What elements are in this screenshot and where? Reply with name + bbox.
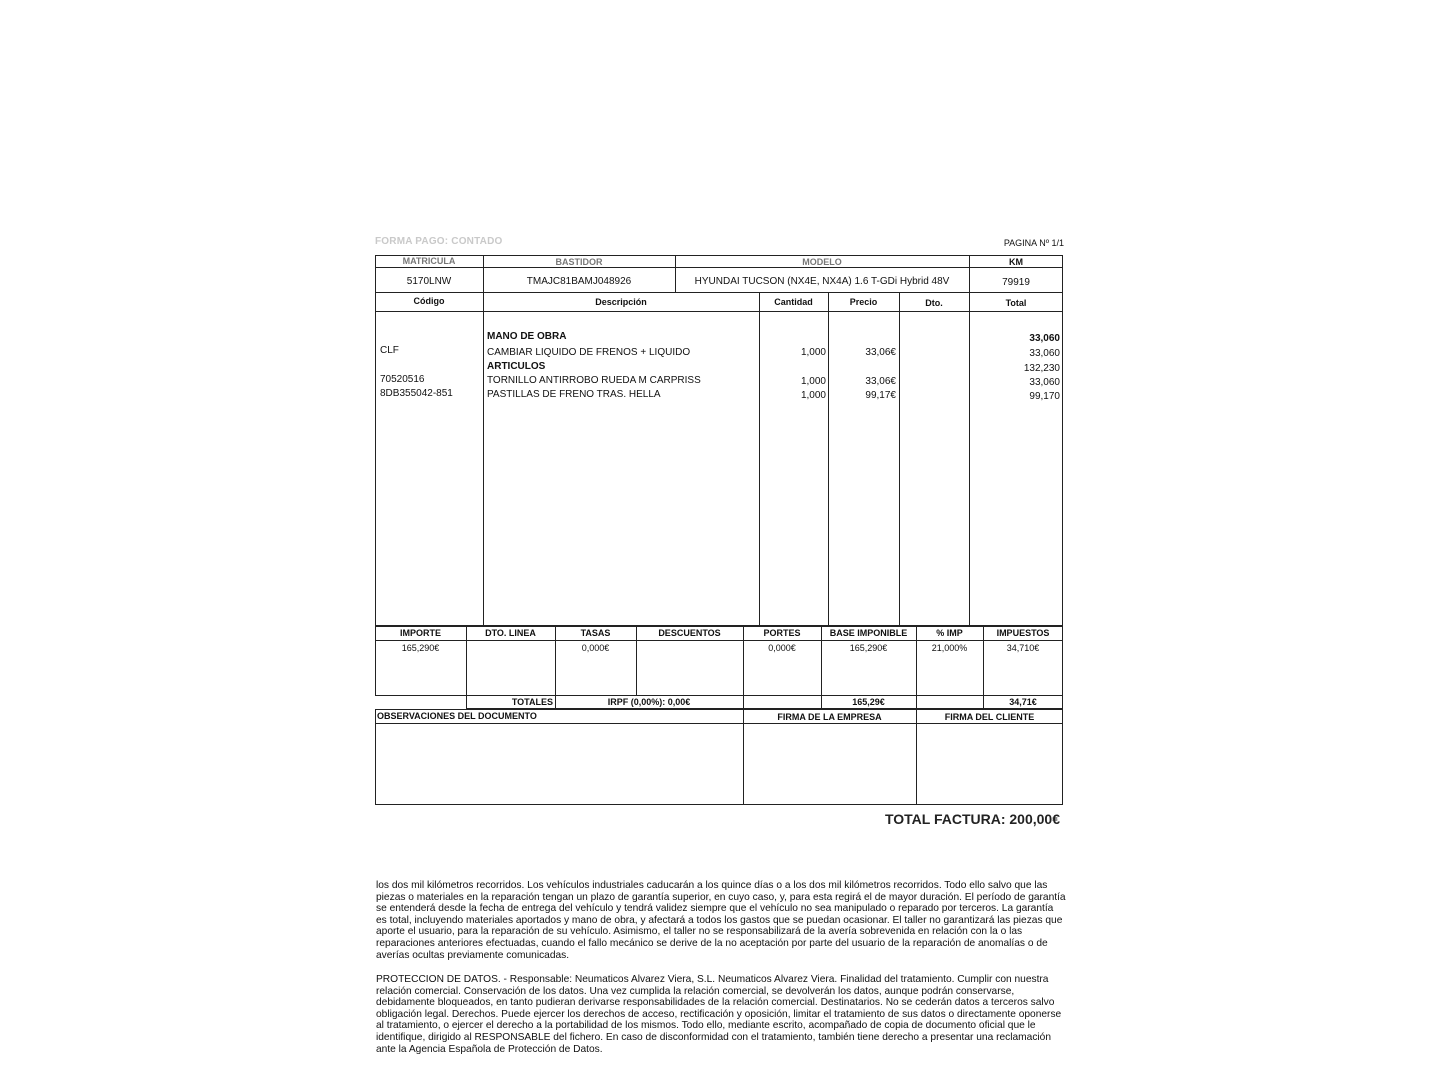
matricula-value: 5170LNW [406,276,452,287]
km-header: KM [1009,257,1023,267]
item-row-3-descripcion: TORNILLO ANTIRROBO RUEDA M CARPRISS [487,375,701,386]
item-row-0-total: 33,060 [1029,333,1060,344]
item-row-1-precio: 33,06€ [865,347,896,358]
item-row-4-codigo: 8DB355042-851 [380,388,453,399]
total-impuestos-value: 34,71€ [1009,697,1037,707]
summary-pct-imp-header: % IMP [936,628,963,638]
firma-empresa-label: FIRMA DE LA EMPRESA [777,712,882,722]
summary-tasas-header: TASAS [580,628,611,638]
summary-tasas-value: 0,000€ [581,643,610,653]
summary-base-imponible-header: BASE IMPONIBLE [829,628,908,638]
summary-importe-header: IMPORTE [399,628,441,638]
col-codigo: Código [413,296,445,306]
item-row-1-codigo: CLF [380,345,399,356]
item-row-1-total: 33,060 [1029,348,1060,359]
summary-portes-value: 0,000€ [768,643,796,653]
item-row-4-descripcion: PASTILLAS DE FRENO TRAS. HELLA [487,389,661,400]
total-factura: TOTAL FACTURA: 200,00€ [884,811,1060,827]
modelo-value: HYUNDAI TUCSON (NX4E, NX4A) 1.6 T-GDi Hybrid 48V [694,276,950,287]
item-row-4-precio: 99,17€ [865,390,896,401]
item-row-3-codigo: 70520516 [380,374,425,385]
col-total: Total [1005,298,1027,308]
summary-portes-header: PORTES [763,628,801,638]
item-row-2-total: 132,230 [1023,363,1060,374]
summary-pct-imp-value: 21,000% [931,643,968,653]
totales-label: TOTALES [511,697,553,707]
irpf-value: IRPF (0,00%): 0,00€ [607,697,691,707]
col-dto: Dto. [925,298,943,308]
item-row-1-cantidad: 1,000 [800,347,826,358]
page-number: PAGINA Nº 1/1 [1003,238,1064,248]
item-row-3-precio: 33,06€ [865,376,896,387]
item-row-4-total: 99,170 [1029,391,1060,402]
firma-cliente-label: FIRMA DEL CLIENTE [944,712,1035,722]
summary-dto-linea-header: DTO. LINEA [485,628,536,638]
item-row-4-cantidad: 1,000 [800,390,826,401]
total-base-value: 165,29€ [852,697,885,707]
observaciones-label: OBSERVACIONES DEL DOCUMENTO [377,711,537,721]
bastidor-header: BASTIDOR [555,257,603,267]
summary-impuestos-header: IMPUESTOS [996,628,1050,638]
modelo-header: MODELO [802,257,842,267]
summary-importe-value: 165,290€ [401,643,440,653]
col-descripcion: Descripción [595,297,647,307]
summary-descuentos-header: DESCUENTOS [658,628,721,638]
item-row-1-descripcion: CAMBIAR LIQUIDO DE FRENOS + LIQUIDO [487,347,691,358]
summary-impuestos-value: 34,710€ [1006,643,1040,653]
item-row-3-total: 33,060 [1029,377,1060,388]
item-row-2-descripcion: ARTICULOS [487,361,546,372]
km-value: 79919 [1002,277,1030,288]
warranty-text: los dos mil kilómetros recorridos. Los vehículos industriales caducarán a los quince días o a los dos mil kilómetros recorridos. Todo ello salvo que las piezas o materiales en la reparación tengan un plazo de garantía superior, en cuyo caso, y, para esta regirá el de mayor duración. El período de garantía se entenderá desde la fecha de entrega del vehículo y tendrá validez siempre que el vehículo no sea manipulado o reparado por terceros. La garantía es total, incluyendo materiales aportados y mano de obra, y afectará a todos los gastos que se puedan ocasionar. El taller no garantizará las piezas que aporte el usuario, para la reparación de su vehículo. Asimismo, el taller no se responsabilizará de la avería sobrevenida en relación con la o las reparaciones anteriores efectuadas, cuando el fallo mecánico se derive de la no aceptación por parte del usuario de la reparación de anomalías o de averías ocultas previamente comunicadas. [376,880,1066,961]
data-protection-terms [376,974,1066,1055]
data-protection-text: PROTECCION DE DATOS. - Responsable: Neumaticos Alvarez Viera, S.L. Neumaticos Alvarez Viera. Finalidad del tratamiento. Cumplir con nuestra relación comercial. Conservación de los datos. Una vez cumplida la relación comercial, se devolverán los datos, aunque podrán conservarse, debidamente bloqueados, en tanto pudieran derivarse responsabilidades de la relación comercial. Destinatarios. No se cederán datos a terceros salvo obligación legal. Derechos. Puede ejercer los derechos de acceso, rectificación y oposición, limitar el tratamiento de sus datos o directamente oponerse al tratamiento, o ejercer el derecho a la portabilidad de los mismos. Todo ello, mediante escrito, acompañado de copia de documento oficial que le identifique, dirigido al RESPONSABLE del fichero. En caso de disconformidad con el tratamiento, también tiene derecho a presentar una reclamación ante la Agencia Española de Protección de Datos. [376,974,1062,1055]
matricula-header: MATRICULA [402,256,456,266]
item-row-3-cantidad: 1,000 [800,376,826,387]
col-precio: Precio [849,297,878,307]
item-row-0-descripcion: MANO DE OBRA [487,331,567,342]
forma-pago-label: FORMA PAGO: CONTADO [375,236,503,247]
summary-base-imponible-value: 165,290€ [849,643,888,653]
bastidor-value: TMAJC81BAMJ048926 [526,276,632,287]
items-table [375,292,1063,626]
warranty-terms [376,880,1066,961]
col-cantidad: Cantidad [774,297,813,307]
